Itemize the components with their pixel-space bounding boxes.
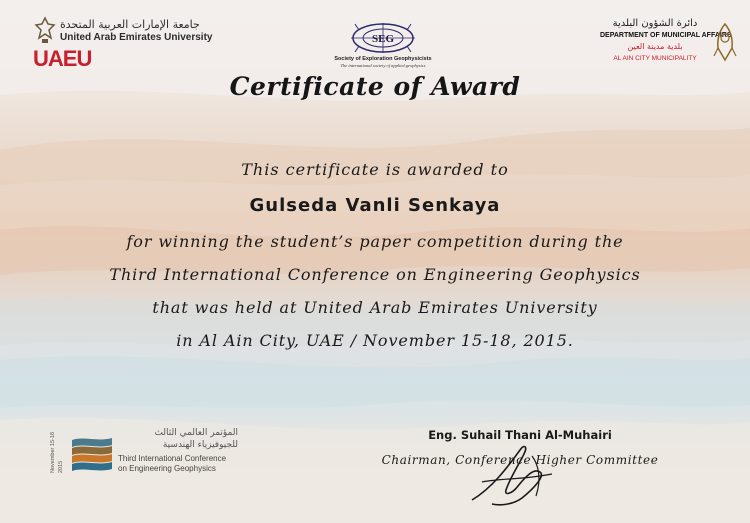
- conference-stripes-logo: [70, 434, 114, 472]
- falcon-emblem-icon: [712, 20, 738, 64]
- handwritten-signature: [462, 438, 562, 510]
- certificate-intro: This certificate is awarded to: [241, 160, 509, 179]
- uaeu-english-name: United Arab Emirates University: [60, 32, 213, 43]
- conference-stripe: [72, 438, 112, 447]
- conference-stripe: [72, 446, 112, 455]
- conference-english-line-1: Third International Conference: [118, 454, 227, 463]
- conference-arabic-line-1: المؤتمر العالمي الثالث: [154, 428, 238, 438]
- body-line-4: in Al Ain City, UAE / November 15-18, 2015.: [176, 331, 574, 350]
- body-line-2: Third International Conference on Engineering Geophysics: [109, 265, 641, 284]
- uaeu-wordmark: UAEU: [33, 46, 92, 71]
- dma-english-city: AL AIN CITY MUNICIPALITY: [613, 55, 697, 62]
- signatory-name: Eng. Suhail Thani Al-Muhairi: [428, 428, 612, 442]
- recipient-name: Gulseda Vanli Senkaya: [249, 195, 501, 216]
- conference-stripe: [72, 454, 112, 463]
- uaeu-emblem-icon: [33, 16, 57, 44]
- conference-english-line-2: on Engineering Geophysics: [118, 464, 216, 473]
- seg-globe-icon: [345, 20, 421, 56]
- certificate-title: Certificate of Award: [229, 72, 521, 101]
- seg-emblem-text: SEG: [371, 33, 395, 45]
- conference-stripe: [72, 462, 112, 471]
- signatory-role: Chairman, Conference Higher Committee: [381, 453, 659, 467]
- dma-arabic-city: بلدية مدينة العين: [627, 42, 683, 51]
- seg-name: Society of Exploration Geophysicists: [334, 56, 432, 62]
- seg-tagline: The international society of applied geophysics: [340, 63, 426, 68]
- body-line-3: that was held at United Arab Emirates University: [152, 298, 598, 317]
- body-line-1: for winning the student’s paper competition during the: [126, 232, 624, 251]
- conference-year-text: 2015: [58, 460, 64, 473]
- conference-date-text: November 15-18: [50, 432, 56, 473]
- conference-arabic-line-2: للجيوفيزياء الهندسية: [162, 440, 238, 450]
- dma-arabic-name: دائرة الشؤون البلدية: [612, 18, 698, 29]
- dma-english-name: DEPARTMENT OF MUNICIPAL AFFAIRS: [600, 32, 732, 39]
- uaeu-arabic-name: جامعة الإمارات العربية المتحدة: [60, 18, 200, 31]
